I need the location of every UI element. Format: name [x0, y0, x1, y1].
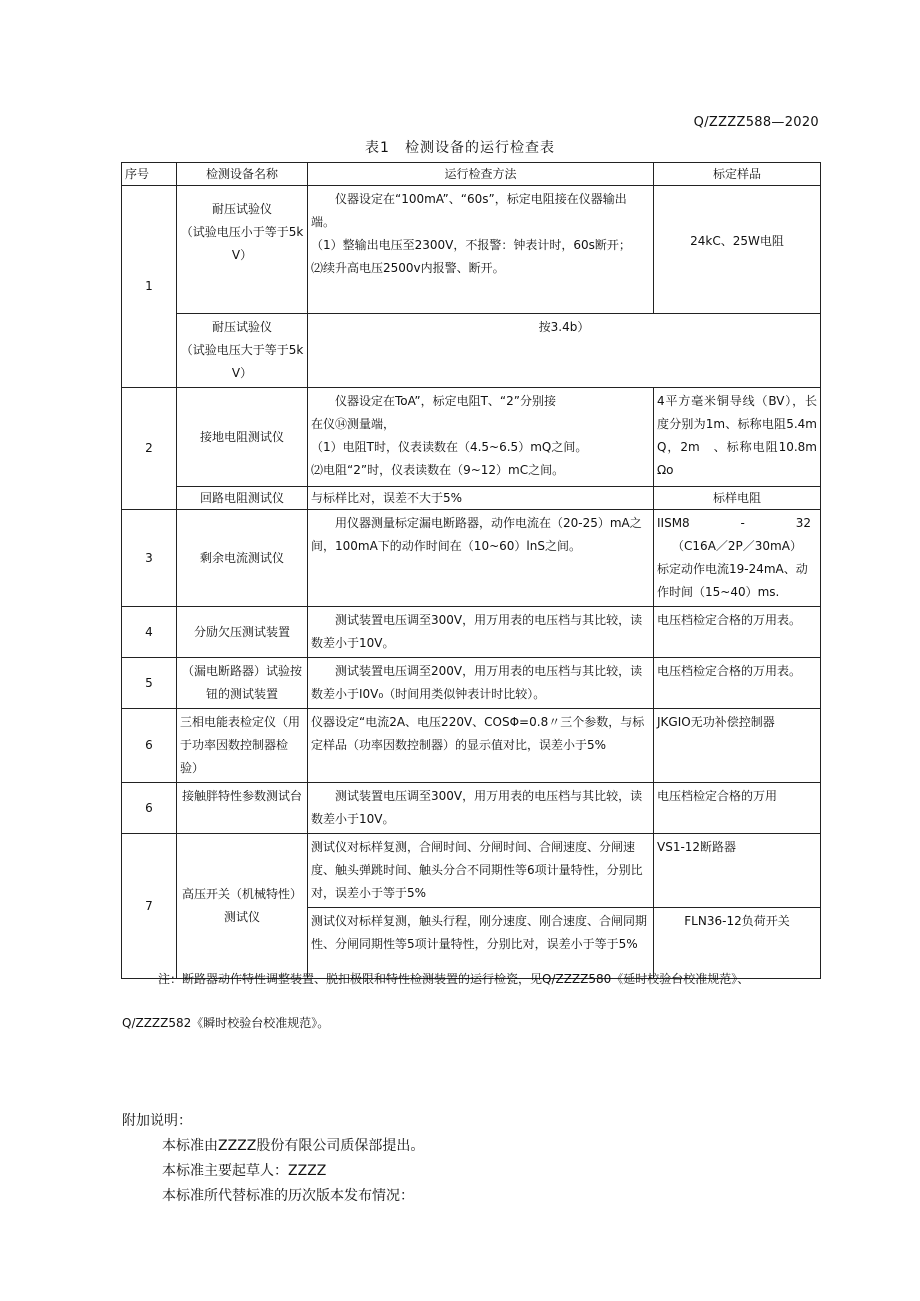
inspection-method: 测试仪对标样复测，合闸时间、分闸时间、合闸速度、分闸速度、触头弹跳时间、触头分合不同期性等6项计量特性，分别比对，误差小于等于5%	[308, 834, 654, 908]
additional-line: 本标准所代替标准的历次版本发布情况：	[162, 1188, 414, 1204]
calibration-sample: FLN36-12负荷开关	[654, 908, 821, 979]
table-row	[122, 186, 821, 314]
calibration-sample: 24kC、25W电阻	[654, 186, 821, 314]
table-row	[122, 510, 821, 607]
sample-rating: 32	[795, 516, 811, 530]
inspection-table	[121, 162, 821, 979]
calibration-sample: 电压档检定合格的万用	[654, 783, 821, 834]
device-name: 剩余电流测试仪	[177, 510, 308, 607]
col-header-method: 运行检查方法	[308, 163, 654, 186]
inspection-method: 测试装置电压调至300V，用万用表的电压档与其比较，读数差小于10V。	[308, 607, 654, 658]
device-name: （漏电断路器）试验按钮的测试装置	[177, 658, 308, 709]
additional-line: 本标准主要起草人：ZZZZ	[162, 1163, 327, 1179]
sample-model: IISM8	[657, 516, 690, 530]
col-header-name: 检测设备名称	[177, 163, 308, 186]
row-number: 1	[122, 186, 177, 388]
table-header-row	[122, 163, 821, 186]
table-row	[122, 658, 821, 709]
inspection-method: 仪器设定“电流2A、电压220V、COSΦ=0.8〃三个参数，与标定样品（功率因数控制器）的显示值对比，误差小于5%	[308, 709, 654, 783]
table-title: 表1 检测设备的运行检查表	[365, 140, 555, 156]
calibration-sample	[654, 510, 821, 607]
calibration-sample: JKGIO无功补偿控制器	[654, 709, 821, 783]
row-number: 5	[122, 658, 177, 709]
device-name: 回路电阻测试仪	[177, 487, 308, 510]
inspection-method: 测试装置电压调至300V，用万用表的电压档与其比较，读数差小于10V。	[308, 783, 654, 834]
additional-heading: 附加说明：	[122, 1113, 192, 1129]
sample-spec: （C16A／2P／30mA）	[672, 539, 802, 553]
row-number: 7	[122, 834, 177, 979]
calibration-sample: VS1-12断路器	[654, 834, 821, 908]
inspection-method: 仪器设定在“100mA”、“60s”，标定电阻接在仪器输出端。 （1）整输出电压至2300V，不报警：钟表计时，60s断开； ⑵续升高电压2500v内报警、断开。	[308, 186, 654, 314]
table-row	[122, 709, 821, 783]
device-name: 耐压试验仪 （试验电压小于等于5kV）	[177, 186, 308, 314]
inspection-method: 测试仪对标样复测，触头行程，刚分速度、刚合速度、合闸同期性、分闸同期性等5项计量特性，分别比对，误差小于等于5%	[308, 908, 654, 979]
row-number: 4	[122, 607, 177, 658]
calibration-sample: 电压档检定合格的万用表。	[654, 607, 821, 658]
calibration-sample: 电压档检定合格的万用表。	[654, 658, 821, 709]
additional-line: 本标准由ZZZZ股份有限公司质保部提出。	[162, 1138, 425, 1154]
row-number: 6	[122, 709, 177, 783]
row-number: 3	[122, 510, 177, 607]
device-name: 接触胖特性参数测试台	[177, 783, 308, 834]
table-row	[122, 783, 821, 834]
sample-line	[657, 512, 817, 535]
table-row	[122, 487, 821, 510]
inspection-method: 用仪器测量标定漏电断路器，动作电流在（20-25）mA之间，100mA下的动作时间在（10~60）lnS之间。	[308, 510, 654, 607]
device-name: 耐压试验仪 （试验电压大于等于5kV）	[177, 314, 308, 388]
device-name: 高压开关（机械特性）测试仪	[177, 834, 308, 979]
device-name: 三相电能表检定仪（用于功率因数控制器检验）	[177, 709, 308, 783]
document-code: Q/ZZZZ588—2020	[693, 115, 819, 130]
inspection-method: 按3.4b）	[308, 314, 821, 388]
table-row	[122, 388, 821, 487]
row-number: 6	[122, 783, 177, 834]
calibration-sample: 标样电阻	[654, 487, 821, 510]
table-row	[122, 834, 821, 908]
col-header-no: 序号	[122, 163, 177, 186]
inspection-method: 与标样比对，误差不大于5%	[308, 487, 654, 510]
inspection-method: 测试装置电压调至200V，用万用表的电压档与其比较，读数差小于I0V₀（时间用类似钟表计时比较）。	[308, 658, 654, 709]
table-row	[122, 607, 821, 658]
sample-dash: -	[740, 516, 745, 530]
calibration-sample: 4平方毫米铜导线（BV），长度分别为1m、标称电阻5.4mQ，2m 、标称电阻10.8mΩo	[654, 388, 821, 487]
table-row	[122, 314, 821, 388]
row-number: 2	[122, 388, 177, 510]
sample-detail: 标定动作电流19-24mA、动作时间（15~40）ms.	[657, 562, 808, 599]
device-name: 分励欠压测试装置	[177, 607, 308, 658]
device-name: 接地电阻测试仪	[177, 388, 308, 487]
table-note-continued: Q/ZZZZ582《瞬时校验台校准规范》。	[122, 1016, 330, 1030]
inspection-method: 仪器设定在ToA”，标定电阻T、“2”分别接 在仪⑭测量端， （1）电阻T时，仪表读数在（4.5~6.5）mQ之间。 ⑵电阻“2”时，仪表读数在（9~12）mC之间。	[308, 388, 654, 487]
col-header-sample: 标定样品	[654, 163, 821, 186]
table-note: 注：断路器动作特性调整装置、脱扣极限和特性检测装置的运行检瓷，见Q/ZZZZ580《延时校验台校准规范》、	[158, 972, 750, 986]
